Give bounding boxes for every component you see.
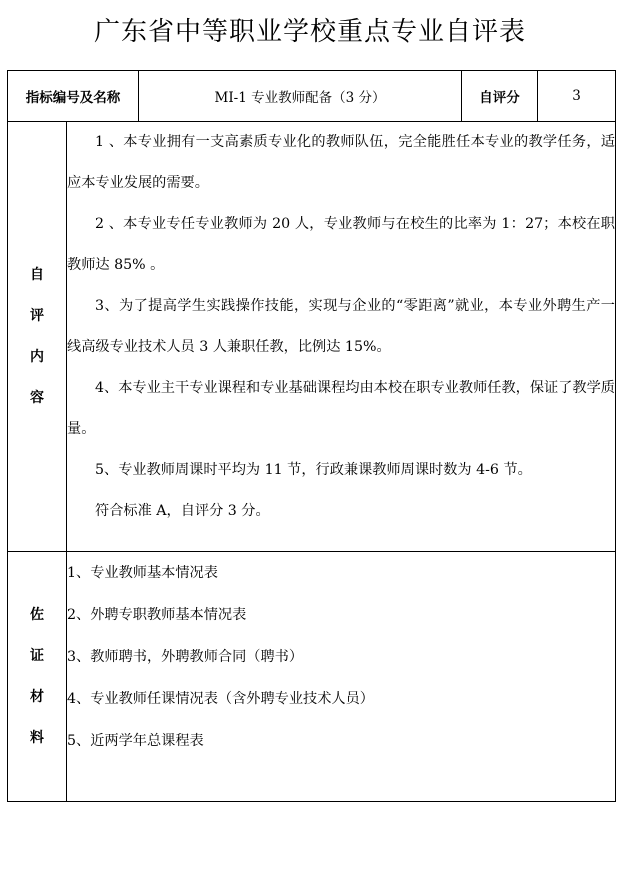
self-eval-paragraph: 5、专业教师周课时平均为 11 节，行政兼课教师周课时数为 4-6 节。	[95, 462, 532, 478]
self-eval-paragraph: 1 、本专业拥有一支高素质专业化的教师队伍，完全能胜任本专业的教学任务，适应本专业发展的需要。	[67, 134, 615, 191]
self-eval-row	[8, 122, 616, 552]
self-eval-label	[8, 122, 67, 552]
evidence-row	[8, 552, 616, 802]
score-label: 自评分	[462, 71, 538, 122]
self-eval-label-char: 评	[30, 307, 44, 324]
self-eval-label-char: 自	[30, 266, 44, 283]
evidence-content	[67, 552, 616, 802]
evidence-label	[8, 552, 67, 802]
self-evaluation-table	[7, 70, 616, 802]
evidence-label-char: 证	[30, 647, 44, 664]
evidence-item: 1、专业教师基本情况表	[67, 565, 218, 581]
self-eval-paragraph: 2 、本专业专任专业教师为 20 人，专业教师与在校生的比率为 1：27；本校在职教师达 85% 。	[67, 216, 615, 273]
self-eval-label-char: 容	[30, 389, 44, 406]
evidence-item: 5、近两学年总课程表	[67, 733, 204, 749]
self-eval-label-char: 内	[30, 348, 44, 365]
page-title: 广东省中等职业学校重点专业自评表	[93, 17, 526, 47]
self-eval-content	[67, 122, 616, 552]
index-label: 指标编号及名称	[8, 71, 139, 122]
header-row	[8, 71, 616, 122]
evidence-item: 2、外聘专职教师基本情况表	[67, 607, 247, 623]
self-eval-paragraph: 3、为了提高学生实践操作技能，实现与企业的“零距离”就业，本专业外聘生产一线高级专业技术人员 3 人兼职任教，比例达 15%。	[67, 298, 615, 355]
evidence-label-char: 料	[30, 729, 44, 746]
score-value: 3	[538, 71, 616, 122]
self-eval-paragraph: 4、本专业主干专业课程和专业基础课程均由本校在职专业教师任教，保证了教学质量。	[67, 380, 615, 437]
evidence-item: 4、专业教师任课情况表（含外聘专业技术人员）	[67, 691, 374, 707]
self-eval-conclusion: 符合标准 A，自评分 3 分。	[95, 503, 270, 519]
evidence-item: 3、教师聘书，外聘教师合同（聘书）	[67, 649, 304, 665]
evidence-label-char: 材	[30, 688, 44, 705]
index-value: MI-1 专业教师配备（3 分）	[139, 71, 462, 122]
evidence-label-char: 佐	[30, 606, 44, 623]
